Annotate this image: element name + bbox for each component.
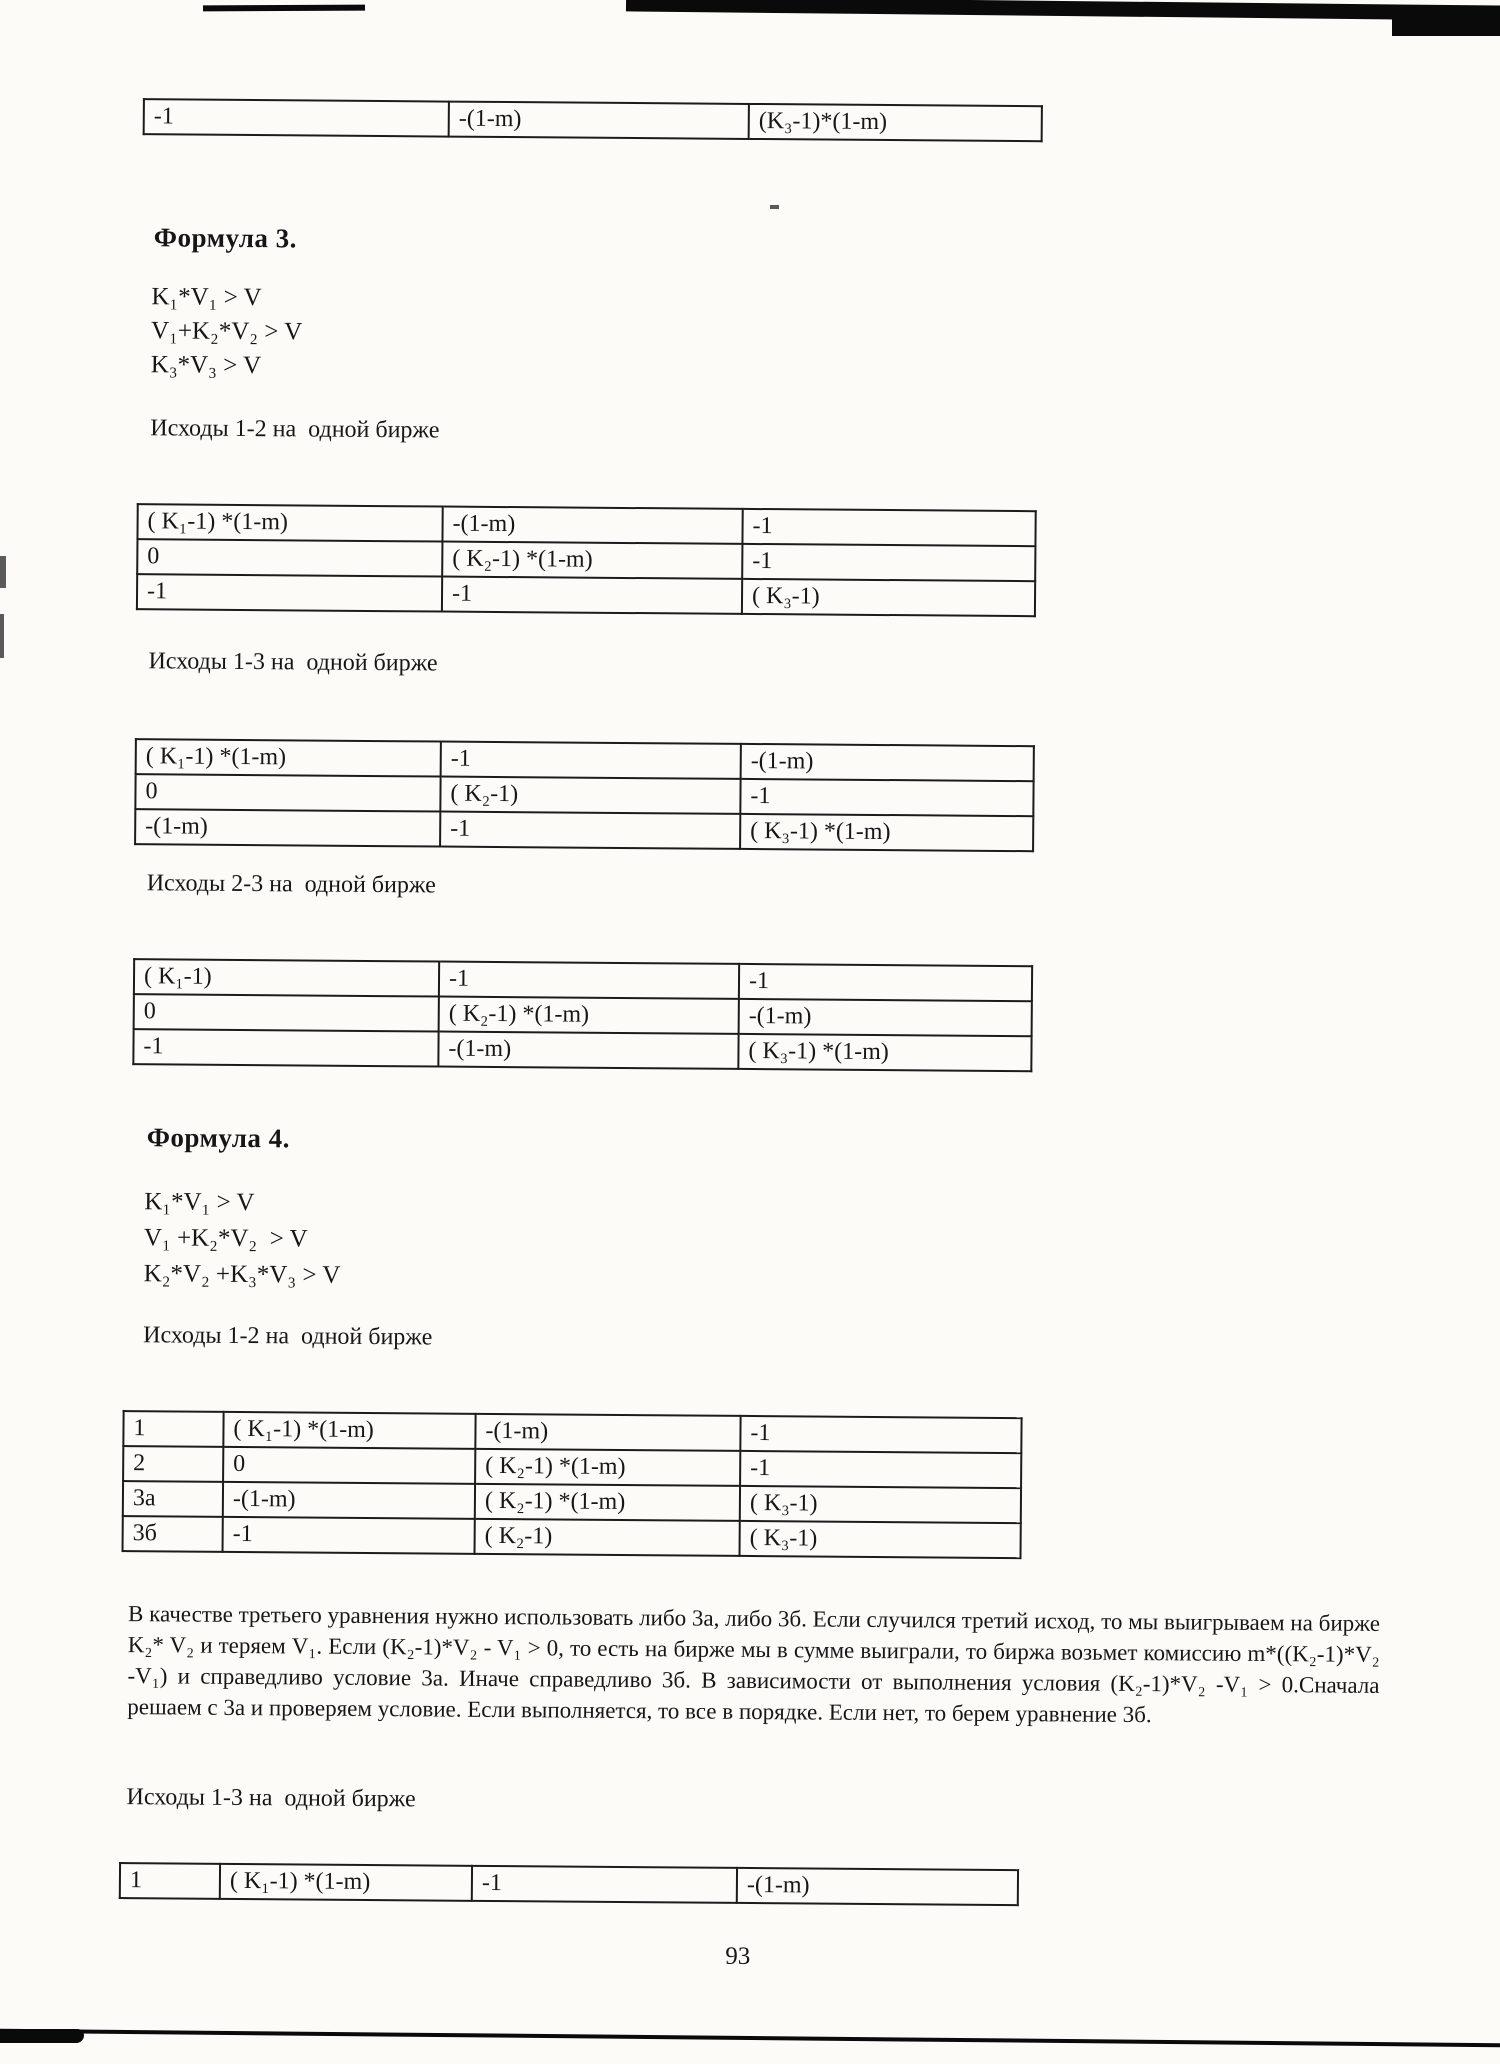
- table-cell: -1: [742, 509, 1035, 546]
- table-cell: 0: [134, 994, 439, 1031]
- outcomes-13-label: Исходы 1-3 на одной бирже: [148, 648, 438, 677]
- table-row: [120, 1863, 1018, 1905]
- table-row: [123, 1516, 1021, 1558]
- table-cell: ( K₃-1) *(1-m): [740, 814, 1033, 851]
- formula4-heading: Формула 4.: [146, 1122, 291, 1154]
- page-number: 93: [725, 1942, 751, 1971]
- table-cell: 0: [223, 1447, 475, 1484]
- formula-line: V₁+K₂*V₂ > V: [151, 317, 303, 346]
- outcomes-23-label: Исходы 2-3 на одной бирже: [146, 870, 436, 899]
- table-cell: 1: [123, 1411, 223, 1447]
- table-row: [137, 574, 1035, 616]
- table-fragment-top: [143, 98, 1043, 142]
- table-cell: ( K₂-1) *(1-m): [442, 542, 742, 579]
- table-cell: 3б: [123, 1516, 223, 1552]
- table-cell: 2: [123, 1446, 223, 1482]
- table-cell: -1: [739, 964, 1032, 1001]
- table-cell: ( K₂-1) *(1-m): [475, 1449, 740, 1486]
- formula-line: K₁*V₁ > V: [144, 1188, 255, 1217]
- outcomes-12-f4-table: [122, 1410, 1023, 1559]
- table-cell: -(1-m): [223, 1482, 475, 1519]
- table-row: [144, 99, 1042, 141]
- formula-line: K₁*V₁ > V: [151, 283, 262, 312]
- table-cell: -(1-m): [442, 507, 742, 544]
- table-cell: ( K₂-1): [475, 1519, 740, 1556]
- table-fragment-bottom: [119, 1862, 1019, 1906]
- table-cell: ( K₁-1) *(1-m): [137, 504, 442, 541]
- table-cell: ( K₃-1) *(1-m): [738, 1034, 1031, 1071]
- table-cell: ( K₃-1): [740, 1486, 1021, 1523]
- table-cell: ( K₁-1) *(1-m): [136, 739, 441, 776]
- outcomes-23-table: [132, 958, 1033, 1072]
- table-cell: -1: [442, 577, 742, 614]
- table-cell: ( K₁-1) *(1-m): [220, 1864, 472, 1901]
- table-row: [133, 1029, 1031, 1071]
- table-cell: -1: [472, 1866, 737, 1903]
- table-cell: -1: [440, 812, 740, 849]
- table-cell: 0: [137, 539, 442, 576]
- table-cell: 0: [135, 774, 440, 811]
- formula4-conditions: [144, 1184, 341, 1294]
- formula-line: K₃*V₃ > V: [150, 351, 262, 380]
- table-cell: 1: [120, 1863, 220, 1899]
- table-cell: -(1-m): [739, 999, 1032, 1036]
- table-row: [135, 809, 1033, 851]
- table-cell: -1: [439, 962, 739, 999]
- outcomes-12-f4-label: Исходы 1-2 на одной бирже: [143, 1322, 433, 1351]
- outcomes-13-f4-label: Исходы 1-3 на одной бирже: [126, 1784, 416, 1813]
- table-cell: -1: [441, 742, 741, 779]
- table-cell: -(1-m): [438, 1032, 738, 1069]
- table-cell: (K₃-1)*(1-m): [749, 104, 1042, 141]
- table-cell: -(1-m): [475, 1414, 740, 1451]
- table-cell: ( K₂-1): [440, 777, 740, 814]
- formula3-heading: Формула 3.: [153, 222, 298, 254]
- table-cell: -1: [740, 779, 1033, 816]
- table-cell: -1: [137, 574, 442, 611]
- outcomes-12-label: Исходы 1-2 на одной бирже: [150, 415, 440, 444]
- outcomes-12-table: [136, 503, 1037, 617]
- table-cell: ( K₁-1): [134, 959, 439, 996]
- formula-line: V₁ +K₂*V₂ > V: [143, 1224, 308, 1253]
- outcomes-13-table: [134, 738, 1035, 852]
- table-cell: -(1-m): [737, 1868, 1018, 1905]
- table-cell: -1: [742, 544, 1035, 581]
- table-cell: ( K₃-1): [740, 1521, 1021, 1558]
- table-cell: ( K₂-1) *(1-m): [475, 1484, 740, 1521]
- table-cell: -1: [133, 1029, 438, 1066]
- formula-line: K₂*V₂ +K₃*V₃ > V: [143, 1260, 341, 1289]
- table-cell: 3а: [123, 1481, 223, 1517]
- explanatory-paragraph: В качестве третьего уравнения нужно использовать либо 3а, либо 3б. Если случился третий исход, то мы выигрываем на бирже K₂* V₂ и теряем V₁. Если (K₂-1)*V₂ - V₁ > 0, то есть на бирже мы в сумме выиграли, то биржа возьмет комиссию m*((K₂-1)*V₂ -V₁) и справедливо условие 3а. Иначе справедливо 3б. В зависимости от выполнения условия (K₂-1)*V₂ -V₁ > 0.Сначала решаем с 3а и проверяем условие. Если выполняется, то все в порядке. Если нет, то берем уравнение 3б.: [127, 1601, 1381, 1728]
- table-cell: ( K₃-1): [742, 579, 1035, 616]
- table-cell: -1: [740, 1416, 1021, 1453]
- table-cell: ( K₂-1) *(1-m): [439, 997, 739, 1034]
- formula3-conditions: [151, 280, 303, 383]
- table-cell: -1: [144, 99, 449, 136]
- table-cell: -1: [223, 1517, 475, 1554]
- table-cell: -(1-m): [135, 809, 440, 846]
- table-cell: -1: [740, 1451, 1021, 1488]
- table-cell: ( K₁-1) *(1-m): [223, 1412, 475, 1449]
- table-cell: -(1-m): [741, 744, 1034, 781]
- table-cell: -(1-m): [449, 102, 749, 139]
